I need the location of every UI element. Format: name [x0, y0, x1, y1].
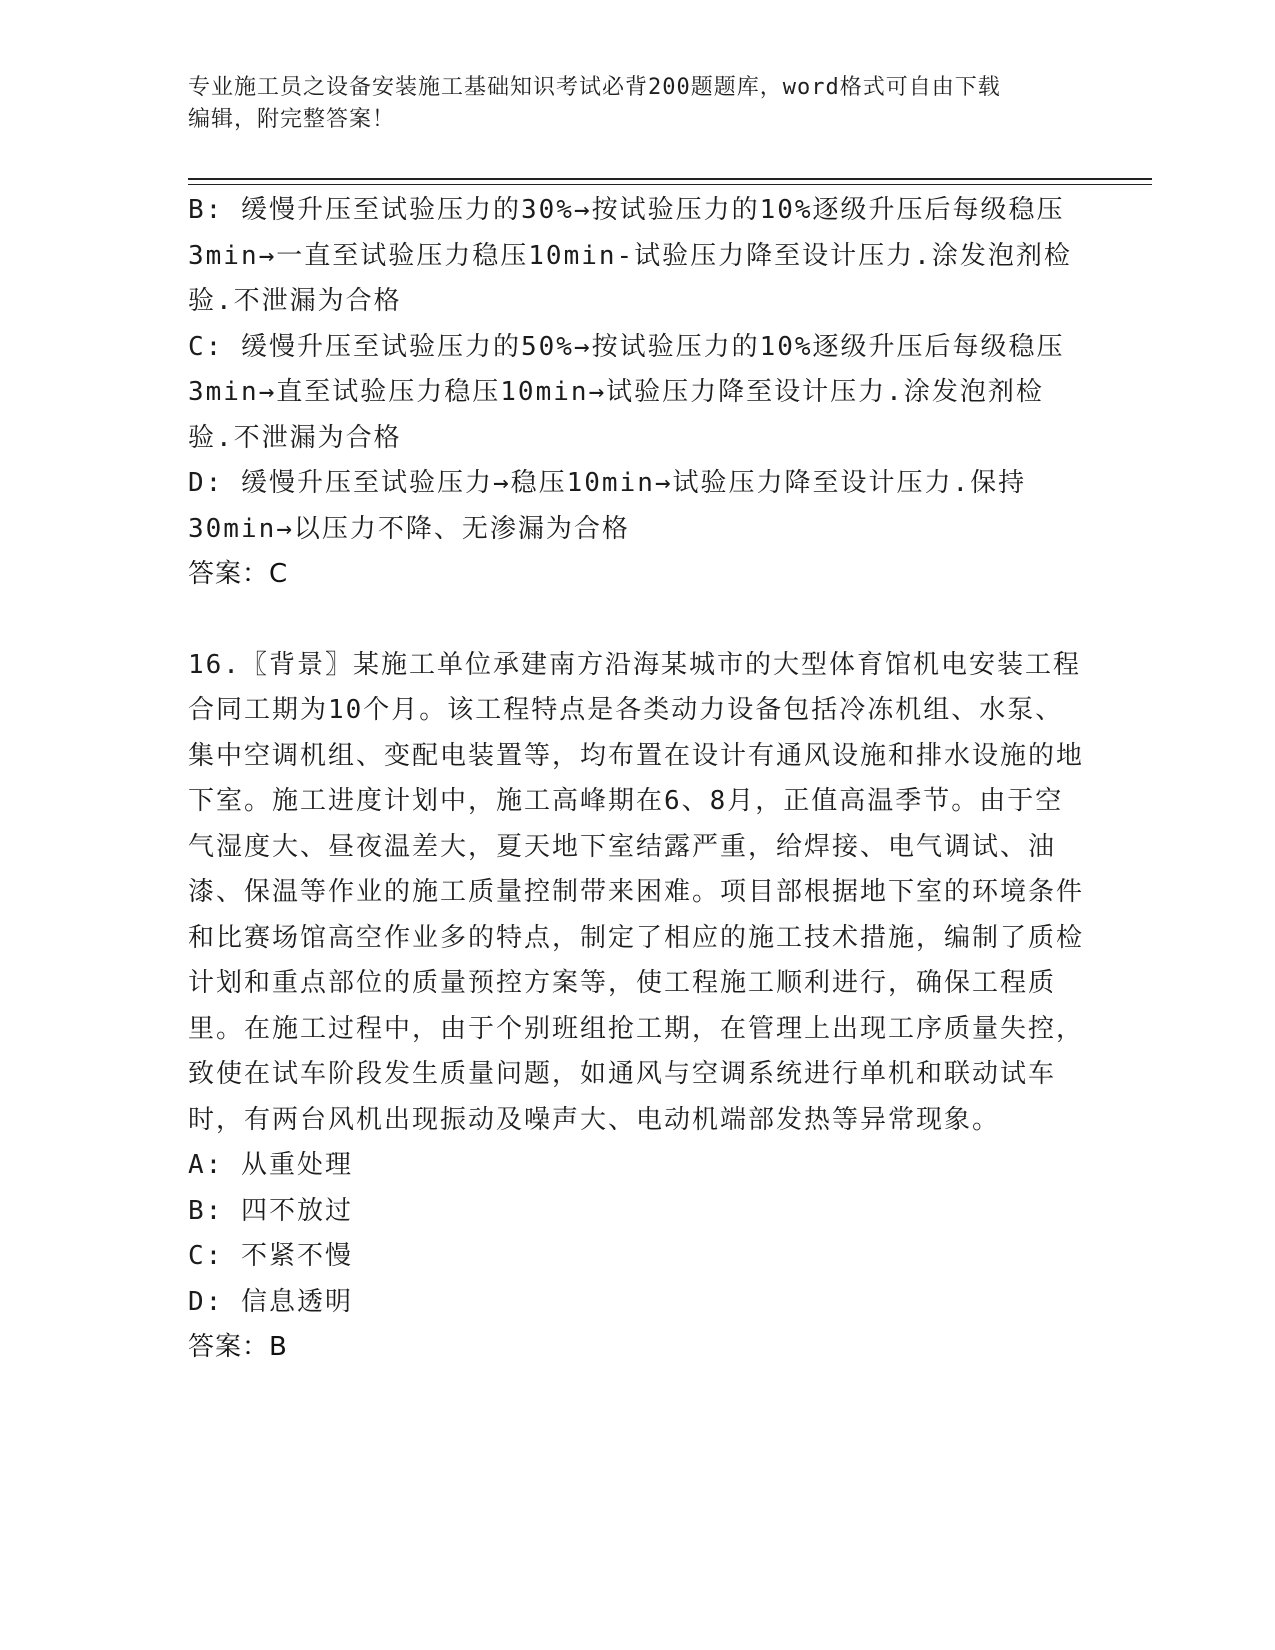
- document-header: [188, 72, 1068, 136]
- q15-answer: 答案：C: [188, 559, 289, 589]
- q16-option-c: C: 不紧不慢: [188, 1241, 353, 1271]
- q15-option-b: B: 缓慢升压至试验压力的30%→按试验压力的10%逐级升压后每级稳压3min→一直至试验压力稳压10min-试验压力降至设计压力.涂发泡剂检验.不泄漏为合格: [188, 195, 1072, 316]
- q16-answer: 答案：B: [188, 1332, 288, 1362]
- header-divider-thin: [188, 184, 1152, 185]
- question-spacer: [188, 598, 1088, 643]
- q16-option-d: D: 信息透明: [188, 1286, 353, 1317]
- document-body: [188, 188, 1088, 1371]
- q16-option-b: B: 四不放过: [188, 1195, 353, 1226]
- q16-stem: 16.〖背景〗某施工单位承建南方沿海某城市的大型体育馆机电安装工程合同工期为10个月。该工程特点是各类动力设备包括冷冻机组、水泵、集中空调机组、变配电装置等，均布置在设计有通风设施和排水设施的地下室。施工进度计划中，施工高峰期在6、8月，正值高温季节。由于空气湿度大、昼夜温差大，夏天地下室结露严重，给焊接、电气调试、油漆、保温等作业的施工质量控制带来困难。项目部根据地下室的环境条件和比赛场馆高空作业多的特点，制定了相应的施工技术措施，编制了质检计划和重点部位的质量预控方案等，使工程施工顺利进行，确保工程质里。在施工过程中，由于个别班组抢工期，在管理上出现工序质量失控，致使在试车阶段发生质量问题，如通风与空调系统进行单机和联动试车时，有两台风机出现振动及噪声大、电动机端部发热等异常现象。: [188, 649, 1085, 1135]
- header-title-line-1: 专业施工员之设备安装施工基础知识考试必背200题题库，word格式可自由下载: [188, 75, 1001, 100]
- header-title-line-2: 编辑，附完整答案！: [188, 107, 396, 132]
- q16-option-a: A: 从重处理: [188, 1150, 353, 1180]
- header-divider-thick: [188, 178, 1152, 180]
- q15-option-c: C: 缓慢升压至试验压力的50%→按试验压力的10%逐级升压后每级稳压3min→直至试验压力稳压10min→试验压力降至设计压力.涂发泡剂检验.不泄漏为合格: [188, 331, 1065, 453]
- q15-option-d: D: 缓慢升压至试验压力→稳压10min→试验压力降至设计压力.保持30min→以压力不降、无渗漏为合格: [188, 468, 1027, 544]
